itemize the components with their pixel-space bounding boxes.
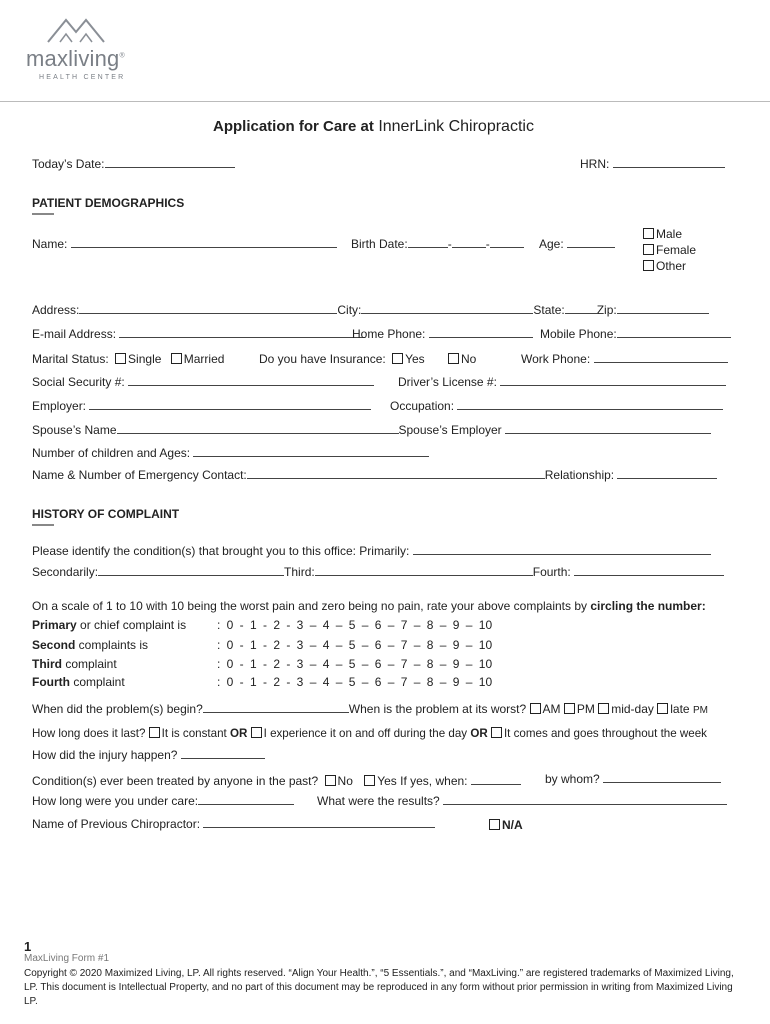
treated-yes-when-label: Yes If yes, when:	[377, 774, 468, 788]
identify-label: Please identify the condition(s) that brought you to this office: Primarily:	[32, 544, 410, 558]
header-divider	[0, 101, 770, 102]
emergency-contact-label: Name & Number of Emergency Contact:	[32, 468, 247, 482]
fourth-condition-field[interactable]	[574, 565, 724, 576]
logo	[26, 16, 136, 86]
zip-label: Zip:	[596, 303, 617, 317]
section-heading-demographics: PATIENT DEMOGRAPHICS	[32, 196, 185, 210]
scale-label-bold: Primary	[32, 618, 77, 632]
insurance-yes-label: Yes	[405, 352, 425, 366]
email-label: E-mail Address:	[32, 327, 117, 341]
mountain-logo-icon	[46, 16, 106, 44]
relationship-label: Relationship:	[544, 468, 615, 482]
employer-field[interactable]	[89, 399, 371, 410]
city-field[interactable]	[361, 303, 533, 314]
late-label: late	[670, 702, 690, 716]
or-label: OR	[230, 727, 248, 740]
section-heading-complaint: HISTORY OF COMPLAINT	[32, 507, 180, 521]
logo-brand: maxliving	[26, 46, 120, 71]
by-whom-label: by whom?	[545, 772, 600, 786]
results-label: What were the results?	[317, 794, 440, 808]
female-checkbox[interactable]	[643, 244, 654, 255]
married-label: Married	[183, 352, 225, 366]
am-label: AM	[542, 702, 561, 716]
city-label: City:	[337, 303, 362, 317]
single-label: Single	[128, 352, 162, 366]
late-checkbox[interactable]	[657, 703, 668, 714]
form-number: MaxLiving Form #1	[24, 953, 110, 964]
home-phone-field[interactable]	[429, 327, 533, 338]
constant-checkbox[interactable]	[149, 727, 160, 738]
or-label: OR	[470, 727, 488, 740]
birth-date-label: Birth Date:	[351, 237, 408, 251]
scale-label-bold: Second	[32, 638, 76, 652]
mobile-phone-label: Mobile Phone:	[540, 327, 617, 341]
insurance-label: Do you have Insurance:	[259, 352, 386, 366]
single-checkbox[interactable]	[115, 353, 126, 364]
page-title	[213, 118, 534, 136]
when-begin-label: When did the problem(s) begin?	[32, 702, 203, 716]
state-field[interactable]	[565, 303, 597, 314]
occupation-label: Occupation:	[390, 399, 455, 413]
treated-no-checkbox[interactable]	[325, 775, 336, 786]
heading-underline	[32, 524, 54, 526]
spouse-employer-label: Spouse’s Employer	[398, 423, 502, 437]
secondary-condition-field[interactable]	[98, 565, 284, 576]
address-field[interactable]	[79, 303, 337, 314]
pm-checkbox[interactable]	[564, 703, 575, 714]
male-label: Male	[656, 227, 683, 241]
scale-label-rest: or chief complaint is	[76, 618, 187, 632]
todays-date-field[interactable]	[105, 157, 235, 168]
birth-month-field[interactable]	[408, 237, 448, 248]
treated-when-field[interactable]	[471, 774, 521, 785]
zip-field[interactable]	[617, 303, 709, 314]
under-care-field[interactable]	[198, 794, 294, 805]
mobile-phone-field[interactable]	[617, 327, 731, 338]
married-checkbox[interactable]	[171, 353, 182, 364]
midday-label: mid-day	[611, 702, 654, 716]
third-label: Third:	[284, 565, 315, 579]
marital-status-label: Marital Status:	[32, 352, 109, 366]
under-care-label: How long were you under care:	[32, 794, 199, 808]
scale-label-rest: complaint	[62, 657, 117, 671]
age-label: Age:	[539, 237, 564, 251]
na-label: N/A	[502, 818, 523, 832]
insurance-no-checkbox[interactable]	[448, 353, 459, 364]
male-checkbox[interactable]	[643, 228, 654, 239]
comes-goes-label: It comes and goes throughout the week	[503, 727, 707, 740]
treated-no-label: No	[337, 774, 353, 788]
name-label: Name:	[32, 237, 68, 251]
prev-chiro-field[interactable]	[203, 817, 435, 828]
state-label: State:	[533, 303, 565, 317]
when-begin-field[interactable]	[203, 702, 349, 713]
how-long-label: How long does it last?	[32, 727, 146, 740]
na-checkbox[interactable]	[489, 819, 500, 830]
primary-condition-field[interactable]	[413, 544, 711, 555]
todays-date-label: Today’s Date:	[32, 157, 105, 171]
pain-scale[interactable]: : 0 - 1 - 2 - 3 – 4 – 5 – 6 – 7 – 8 – 9 – 10	[217, 638, 493, 652]
injury-label: How did the injury happen?	[32, 748, 178, 762]
on-off-checkbox[interactable]	[251, 727, 262, 738]
late-pm-label: PM	[692, 705, 708, 716]
results-field[interactable]	[443, 794, 727, 805]
work-phone-label: Work Phone:	[521, 352, 591, 366]
heading-underline	[32, 213, 54, 215]
name-field[interactable]	[71, 237, 337, 248]
home-phone-label: Home Phone:	[352, 327, 426, 341]
spouse-name-label: Spouse’s Name	[32, 423, 117, 437]
scale-label-rest: complaints is	[75, 638, 149, 652]
insurance-yes-checkbox[interactable]	[392, 353, 403, 364]
ssn-field[interactable]	[128, 375, 374, 386]
occupation-field[interactable]	[457, 399, 723, 410]
constant-label: It is constant	[161, 727, 227, 740]
comes-goes-checkbox[interactable]	[491, 727, 502, 738]
emergency-contact-field[interactable]	[247, 468, 545, 479]
other-checkbox[interactable]	[643, 260, 654, 271]
title-prefix: Application for Care at	[213, 118, 374, 135]
insurance-no-label: No	[461, 352, 477, 366]
treated-yes-checkbox[interactable]	[364, 775, 375, 786]
work-phone-field[interactable]	[594, 352, 728, 363]
secondarily-label: Secondarily:	[32, 565, 99, 579]
on-off-label: I experience it on and off during the day	[263, 727, 468, 740]
practice-name: InnerLink Chiropractic	[378, 118, 534, 135]
scale-intro-bold: circling the number:	[590, 599, 706, 613]
fourth-label: Fourth:	[532, 565, 571, 579]
other-label: Other	[656, 259, 687, 273]
spouse-employer-field[interactable]	[505, 423, 711, 434]
scale-label-bold: Fourth	[32, 675, 70, 689]
third-condition-field[interactable]	[315, 565, 533, 576]
injury-field[interactable]	[181, 748, 265, 759]
drivers-license-label: Driver’s License #:	[398, 375, 497, 389]
employer-label: Employer:	[32, 399, 87, 413]
age-field[interactable]	[567, 237, 615, 248]
birth-day-field[interactable]	[452, 237, 486, 248]
drivers-license-field[interactable]	[500, 375, 726, 386]
ssn-label: Social Security #:	[32, 375, 125, 389]
pain-scale[interactable]: : 0 - 1 - 2 - 3 – 4 – 5 – 6 – 7 – 8 – 9 – 10	[217, 675, 493, 689]
by-whom-field[interactable]	[603, 772, 721, 783]
hrn-label: HRN:	[580, 157, 610, 171]
hrn-field[interactable]	[613, 157, 725, 168]
midday-checkbox[interactable]	[598, 703, 609, 714]
copyright-notice: Copyright © 2020 Maximized Living, LP. All rights reserved. “Align Your Health.”, “5 Essentials.”, and “MaxLiving.” are registered trademarks of Maximized Living, LP. This document is Intellectual Property, and no part of this document may be reproduced in any form without prior permission in writing from Maximized Living LP.	[24, 968, 734, 1007]
pain-scale[interactable]: : 0 - 1 - 2 - 3 – 4 – 5 – 6 – 7 – 8 – 9 – 10	[217, 618, 493, 632]
scale-intro: On a scale of 1 to 10 with 10 being the worst pain and zero being no pain, rate your above complaints by	[32, 599, 588, 613]
pm-label: PM	[576, 702, 595, 716]
am-checkbox[interactable]	[530, 703, 541, 714]
children-field[interactable]	[193, 446, 429, 457]
prev-chiro-label: Name of Previous Chiropractor:	[32, 817, 201, 831]
email-field[interactable]	[119, 327, 365, 338]
relationship-field[interactable]	[617, 468, 717, 479]
when-worst-label: When is the problem at its worst?	[348, 702, 527, 716]
pain-scale[interactable]: : 0 - 1 - 2 - 3 – 4 – 5 – 6 – 7 – 8 – 9 – 10	[217, 657, 493, 671]
page-number: 1	[24, 939, 32, 954]
female-label: Female	[656, 243, 697, 257]
registered-mark: ®	[119, 52, 125, 60]
children-label: Number of children and Ages:	[32, 446, 191, 460]
scale-label-bold: Third	[32, 657, 62, 671]
address-label: Address:	[32, 303, 80, 317]
treated-label: Condition(s) ever been treated by anyone in the past?	[32, 774, 319, 788]
birth-year-field[interactable]	[490, 237, 524, 248]
logo-subtitle: HEALTH CENTER	[39, 74, 126, 81]
spouse-name-field[interactable]	[117, 423, 399, 434]
scale-label-rest: complaint	[70, 675, 125, 689]
